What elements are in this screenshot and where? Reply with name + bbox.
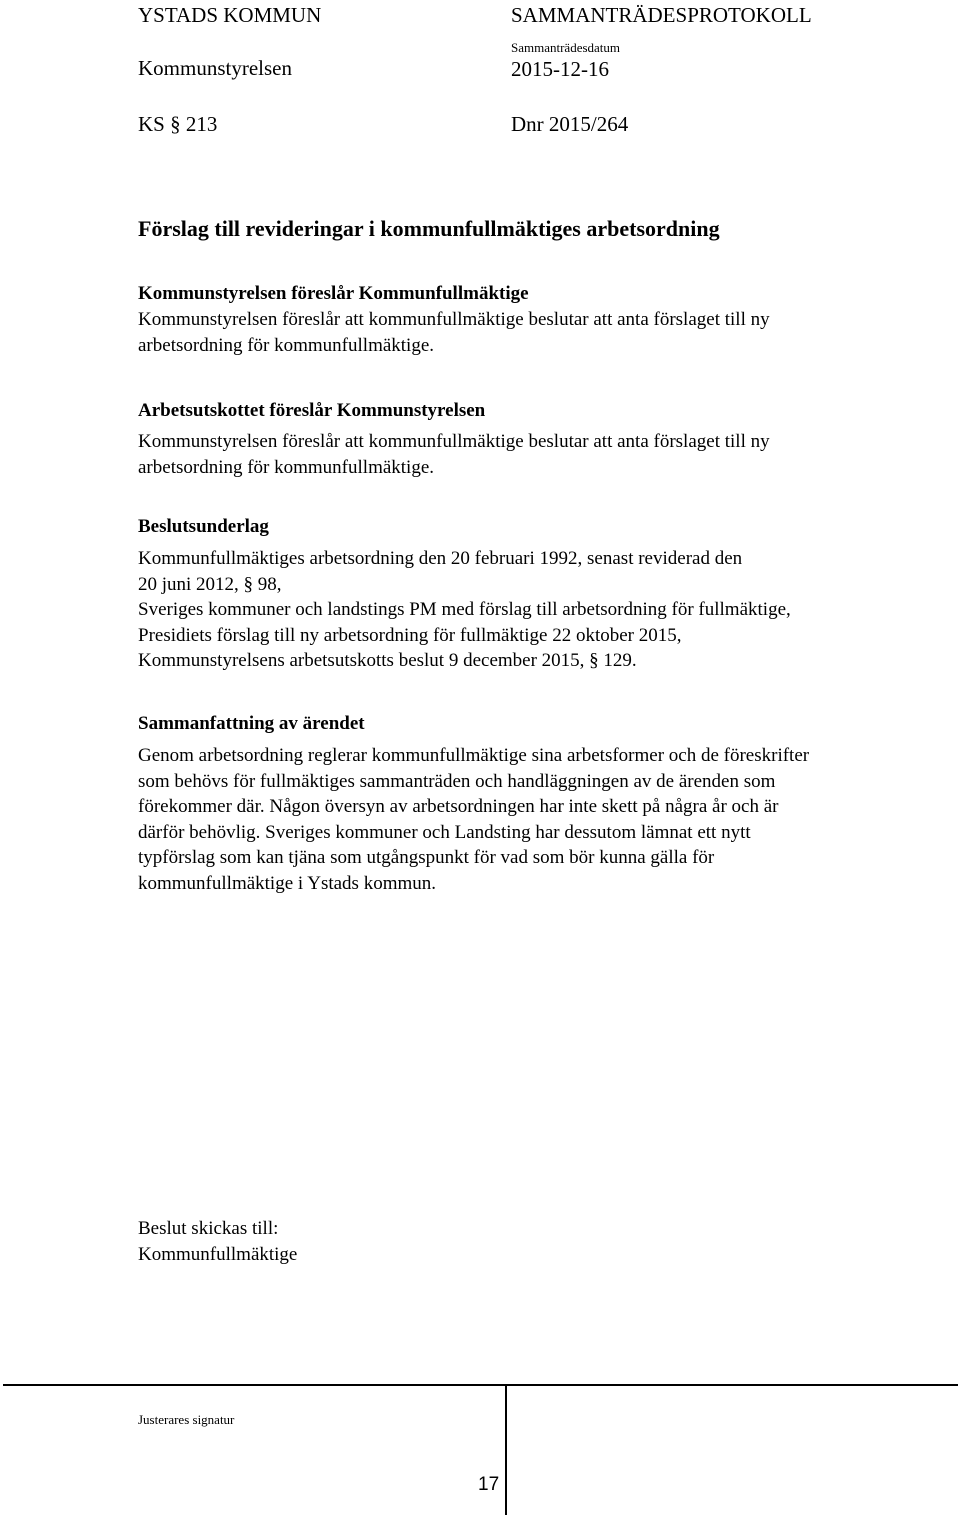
- paragraph-line: förekommer där. Någon översyn av arbetsordningen har inte skett på några år och är: [138, 796, 779, 817]
- org-name: YSTADS KOMMUN: [138, 3, 322, 27]
- meeting-date-label: Sammanträdesdatum: [511, 40, 621, 55]
- paragraph-line: Kommunstyrelsens arbetsutskotts beslut 9 december 2015, § 129.: [138, 650, 637, 671]
- section-au-proposal: [138, 398, 770, 480]
- meeting-date: 2015-12-16: [511, 57, 609, 81]
- paragraph-number: KS § 213: [138, 112, 218, 136]
- page-number: 17: [478, 1474, 500, 1495]
- paragraph-line: Genom arbetsordning reglerar kommunfullmäktige sina arbetsformer och de föreskrifter: [138, 745, 810, 766]
- footer-divider: [3, 1384, 958, 1386]
- paragraph-line: som behövs för fullmäktiges sammanträden och handläggningen av de ärenden som: [138, 770, 776, 792]
- paragraph-line: därför behövlig. Sveriges kommuner och Landsting har dessutom lämnat ett nytt: [138, 821, 751, 843]
- signature-label: Justerares signatur: [138, 1412, 235, 1427]
- section-heading: Sammanfattning av ärendet: [138, 713, 365, 734]
- recipients-block: [138, 1216, 297, 1267]
- paragraph-line: Sveriges kommuner och landstings PM med förslag till arbetsordning för fullmäktige,: [138, 599, 791, 620]
- committee-name: Kommunstyrelsen: [138, 56, 292, 80]
- page-title: Förslag till revideringar i kommunfullmäktiges arbetsordning: [138, 216, 720, 241]
- section-heading: Beslutsunderlag: [138, 516, 269, 537]
- footer-vertical-divider: [505, 1385, 507, 1515]
- paragraph-line: Kommunfullmäktiges arbetsordning den 20 februari 1992, senast reviderad den: [138, 548, 743, 569]
- paragraph-line: Kommunstyrelsen föreslår att kommunfullmäktige beslutar att anta förslaget till ny: [138, 309, 770, 330]
- paragraph-line: Kommunstyrelsen föreslår att kommunfullmäktige beslutar att anta förslaget till ny: [138, 431, 770, 452]
- section-decision-basis: [138, 514, 791, 674]
- section-summary: [138, 711, 809, 896]
- paragraph-line: arbetsordning för kommunfullmäktige.: [138, 334, 435, 356]
- paragraph-line: arbetsordning för kommunfullmäktige.: [138, 456, 435, 478]
- paragraph-line: typförslag som kan tjäna som utgångspunkt för vad som bör kunna gälla för: [138, 847, 715, 868]
- document-type: SAMMANTRÄDESPROTOKOLL: [511, 3, 812, 27]
- paragraph-line: 20 juni 2012, § 98,: [138, 573, 282, 595]
- section-heading: Arbetsutskottet föreslår Kommunstyrelsen: [138, 400, 486, 421]
- section-ks-proposal: [138, 281, 770, 358]
- diary-number: Dnr 2015/264: [511, 112, 629, 136]
- paragraph-line: Presidiets förslag till ny arbetsordning för fullmäktige 22 oktober 2015,: [138, 624, 682, 646]
- recipients-label: Beslut skickas till:: [138, 1218, 279, 1239]
- section-heading: Kommunstyrelsen föreslår Kommunfullmäktige: [138, 283, 529, 304]
- recipient-item: Kommunfullmäktige: [138, 1243, 298, 1265]
- paragraph-line: kommunfullmäktige i Ystads kommun.: [138, 872, 436, 894]
